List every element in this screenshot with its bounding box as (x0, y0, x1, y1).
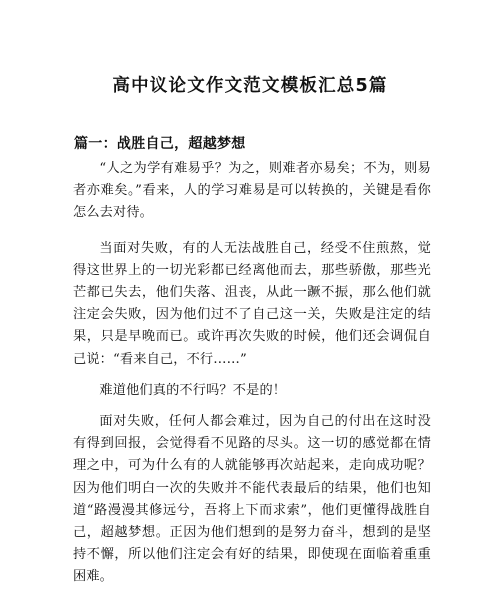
paragraph-1: “人之为学有难易乎？为之，则难者亦易矣；不为，则易者亦难矣。”看来，人的学习难易是可以转换的，关键是看你怎么去对待。 (73, 161, 431, 221)
section-heading: 篇一：战胜自己，超越梦想 (74, 136, 246, 152)
paragraph-3: 难道他们真的不行吗？不是的！ (99, 382, 287, 398)
document-title: 高中议论文作文范文模板汇总5篇 (112, 76, 388, 96)
article-body (73, 158, 431, 598)
paragraph-4: 面对失败，任何人都会难过，因为自己的付出在这时没有得到回报，会觉得看不见路的尽头。这一切的感觉都在情理之中，可为什么有的人就能够再次站起来，走向成功呢？因为他们明白一次的失败并不能代表最后的结果，他们也知道“路漫漫其修远兮，吾将上下而求索”，他们更懂得战胜自己，超越梦想。正因为他们想到的是努力奋斗，想到的是坚持不懈，所以他们注定会有好的结果，即使现在面临着重重困难。 (73, 414, 431, 585)
paragraph-2: 当面对失败，有的人无法战胜自己，经受不住煎熬，觉得这世界上的一切光彩都已经离他而去，那些骄傲，那些光芒都已失去，他们失落、沮丧，从此一蹶不振，那么他们就注定会失败，因为他们过不了自己这一关，失败是注定的结果，只是早晚而已。或许再次失败的时候，他们还会调侃自己说：“看来自己，不行……” (73, 240, 431, 367)
